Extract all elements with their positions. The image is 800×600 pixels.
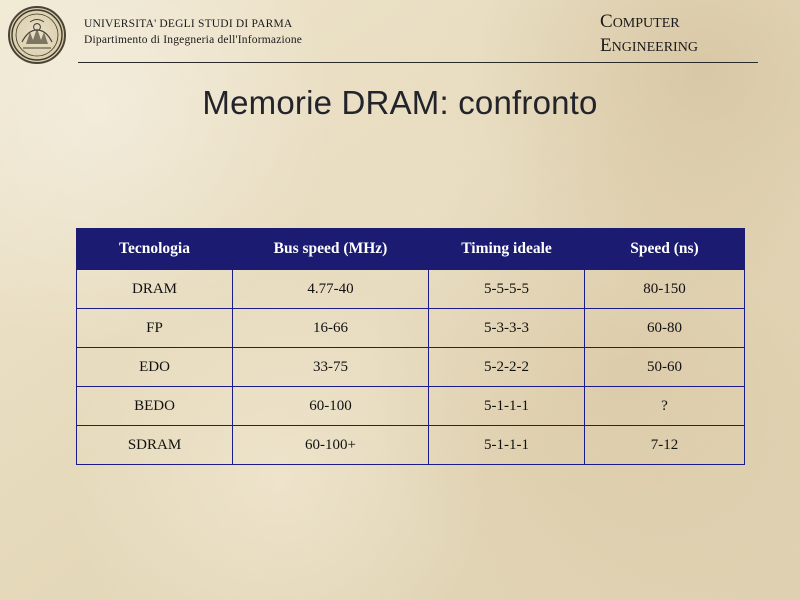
column-header-timing-ideale: Timing ideale — [429, 229, 585, 270]
cell-technology: DRAM — [77, 270, 233, 309]
university-name: UNIVERSITA' DEGLI STUDI DI PARMA — [84, 18, 293, 30]
cell-speed: ? — [585, 387, 745, 426]
university-crest-icon — [8, 6, 66, 64]
column-header-bus-speed: Bus speed (MHz) — [233, 229, 429, 270]
cell-technology: EDO — [77, 348, 233, 387]
column-header-tecnologia: Tecnologia — [77, 229, 233, 270]
cell-bus-speed: 33-75 — [233, 348, 429, 387]
table-row — [77, 309, 745, 348]
cell-bus-speed: 60-100 — [233, 387, 429, 426]
computer-engineering-brand — [600, 10, 698, 58]
dram-comparison-table — [76, 228, 745, 465]
brand-engineering-capital: E — [600, 34, 612, 56]
cell-bus-speed: 60-100+ — [233, 426, 429, 465]
brand-line-engineering — [600, 34, 698, 58]
university-titles — [84, 18, 302, 46]
column-header-speed-ns: Speed (ns) — [585, 229, 745, 270]
cell-bus-speed: 4.77-40 — [233, 270, 429, 309]
page-title: Memorie DRAM: confronto — [202, 84, 598, 121]
cell-timing: 5-1-1-1 — [429, 426, 585, 465]
cell-timing: 5-5-5-5 — [429, 270, 585, 309]
cell-timing: 5-1-1-1 — [429, 387, 585, 426]
brand-line-computer — [600, 10, 698, 34]
header-divider — [78, 62, 758, 63]
table-row — [77, 387, 745, 426]
cell-speed: 50-60 — [585, 348, 745, 387]
cell-speed: 60-80 — [585, 309, 745, 348]
slide-header — [0, 0, 800, 72]
cell-bus-speed: 16-66 — [233, 309, 429, 348]
table-row — [77, 270, 745, 309]
brand-computer-capital: C — [600, 11, 613, 32]
table-row — [77, 426, 745, 465]
cell-technology: FP — [77, 309, 233, 348]
cell-timing: 5-2-2-2 — [429, 348, 585, 387]
brand-engineering-rest: NGINEERING — [611, 39, 698, 55]
cell-technology: BEDO — [77, 387, 233, 426]
cell-speed: 80-150 — [585, 270, 745, 309]
table-header-row — [77, 229, 745, 270]
brand-computer-rest: OMPUTER — [612, 16, 680, 31]
cell-technology: SDRAM — [77, 426, 233, 465]
cell-speed: 7-12 — [585, 426, 745, 465]
dram-comparison-table-wrapper — [76, 228, 744, 465]
department-name: Dipartimento di Ingegneria dell'Informazione — [84, 34, 303, 46]
table-row — [77, 348, 745, 387]
cell-timing: 5-3-3-3 — [429, 309, 585, 348]
